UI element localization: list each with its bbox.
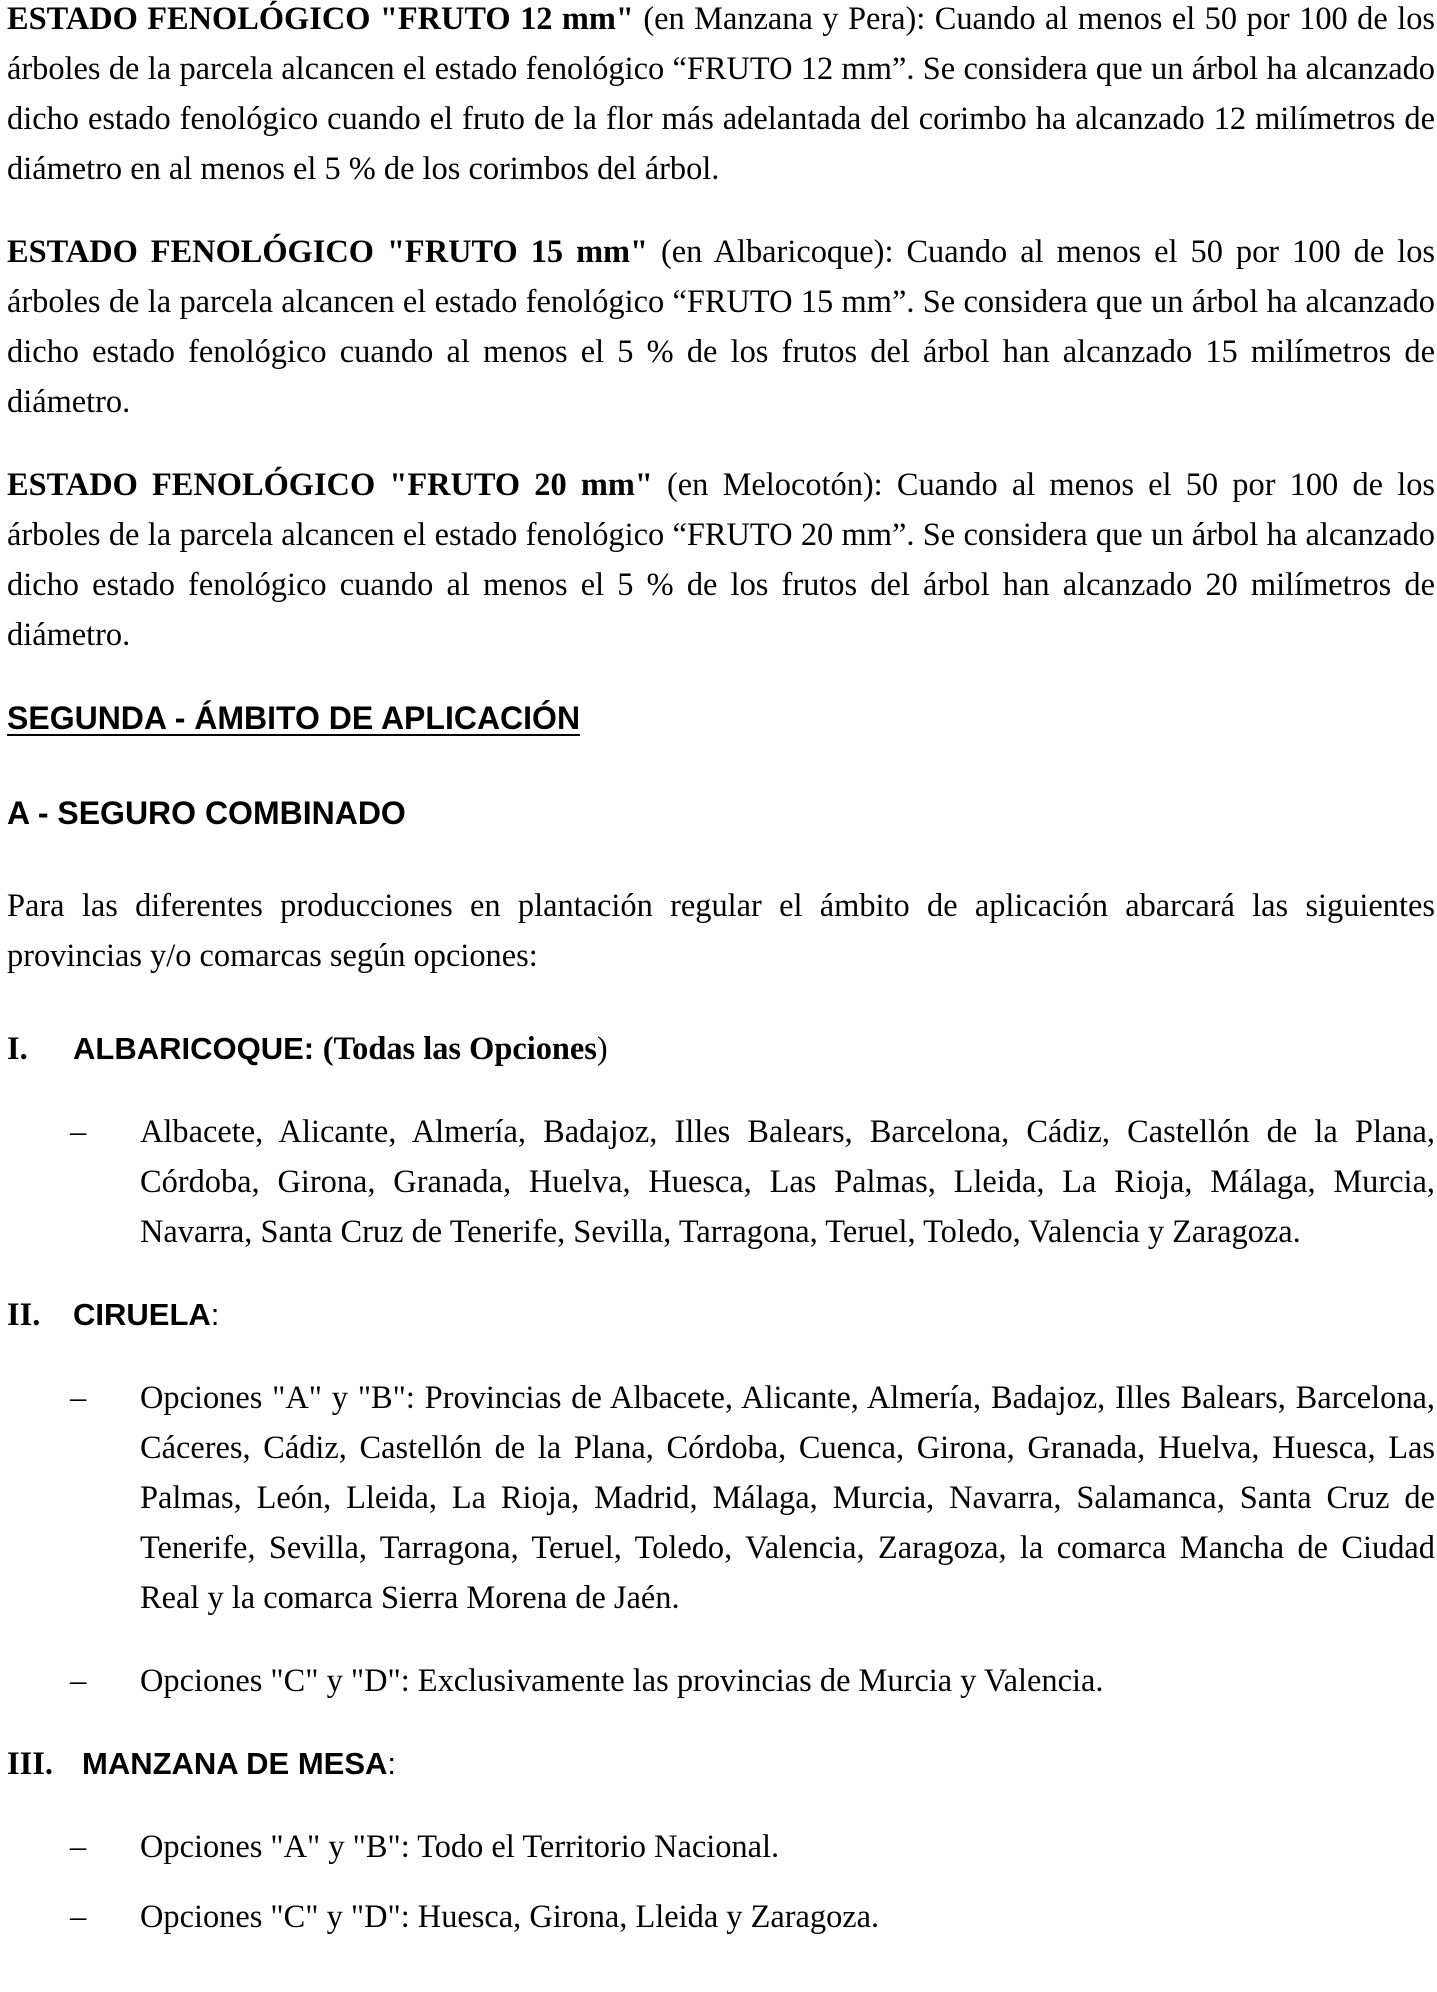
section-heading-segunda: SEGUNDA - ÁMBITO DE APLICACIÓN <box>7 700 581 736</box>
section-title: CIRUELA <box>73 1297 211 1332</box>
section-number: III. <box>7 1746 53 1782</box>
list-item <box>7 1656 1435 1706</box>
subsection-heading-seguro-combinado: A - SEGURO COMBINADO <box>7 795 406 831</box>
paragraph-bold-label: ESTADO FENOLÓGICO "FRUTO 20 mm" <box>7 467 653 503</box>
section-title <box>73 1024 597 1074</box>
dash-bullet: – <box>70 1114 87 1150</box>
list-item <box>7 1107 1435 1257</box>
section-title-tail: : <box>387 1746 397 1781</box>
page-content <box>7 0 1435 1942</box>
list-item-text: Opciones "C" y "D": Huesca, Girona, Lleida y Zaragoza. <box>140 1899 880 1935</box>
dash-bullet: – <box>70 1663 87 1699</box>
list-item-text: Albacete, Alicante, Almería, Badajoz, Illes Balears, Barcelona, Cádiz, Castellón de la Plana, Córdoba, Girona, Granada, Huelva, Huesca, Las Palmas, Lleida, La Rioja, Málaga, Murcia, Navarra, Santa Cruz de Tenerife, Sevilla, Tarragona, Teruel, Toledo, Valencia y Zaragoza. <box>140 1114 1435 1250</box>
list-item <box>7 1822 1435 1872</box>
paragraph-fruto-12mm <box>7 0 1435 194</box>
section-title-options: (Todas las Opciones <box>322 1031 597 1067</box>
section-title-tail: : <box>210 1297 220 1332</box>
list-item-text: Opciones "A" y "B": Todo el Territorio Nacional. <box>140 1829 780 1865</box>
section-number: I. <box>7 1031 28 1067</box>
paragraph-text: (en Albaricoque): Cuando al menos el 50 por 100 de los árboles de la parcela alcancen el estado fenológico “FRUTO 15 mm”. Se considera que un árbol ha alcanzado dicho estado fenológico cuando al menos el 5 % de los frutos del árbol han alcanzado 15 milímetros de diámetro. <box>7 234 1435 420</box>
section-number: II. <box>7 1297 41 1333</box>
list-item <box>7 1373 1435 1623</box>
dash-bullet: – <box>70 1899 87 1935</box>
paragraph-text: (en Melocotón): Cuando al menos el 50 por 100 de los árboles de la parcela alcancen el estado fenológico “FRUTO 20 mm”. Se considera que un árbol ha alcanzado dicho estado fenológico cuando al menos el 5 % de los frutos del árbol han alcanzado 20 milímetros de diámetro. <box>7 467 1436 653</box>
section-ciruela-heading <box>7 1290 1435 1340</box>
section-title-text: ALBARICOQUE: <box>73 1031 323 1066</box>
list-item-text: Opciones "A" y "B": Provincias de Albacete, Alicante, Almería, Badajoz, Illes Balears, Barcelona, Cáceres, Cádiz, Castellón de la Plana, Córdoba, Cuenca, Girona, Granada, Huelva, Huesca, Las Palmas, León, Lleida, La Rioja, Madrid, Málaga, Murcia, Navarra, Salamanca, Santa Cruz de Tenerife, Sevilla, Tarragona, Teruel, Toledo, Valencia, Zaragoza, la comarca Mancha de Ciudad Real y la comarca Sierra Morena de Jaén. <box>140 1380 1435 1616</box>
dash-bullet: – <box>70 1829 87 1865</box>
section-manzana-heading <box>7 1739 1435 1789</box>
list-item <box>7 1892 1435 1942</box>
dash-bullet: – <box>70 1380 87 1416</box>
section-albaricoque-heading <box>7 1024 1435 1074</box>
section-title: MANZANA DE MESA <box>82 1746 388 1781</box>
list-item-text: Opciones "C" y "D": Exclusivamente las provincias de Murcia y Valencia. <box>140 1663 1104 1699</box>
paragraph-text: (en Manzana y Pera): Cuando al menos el 50 por 100 de los árboles de la parcela alcancen el estado fenológico “FRUTO 12 mm”. Se considera que un árbol ha alcanzado dicho estado fenológico cuando el fruto de la flor más adelantada del corimbo ha alcanzado 12 milímetros de diámetro en al menos el 5 % de los corimbos del árbol. <box>7 1 1436 187</box>
paragraph-fruto-15mm <box>7 227 1435 427</box>
paragraph-fruto-20mm <box>7 460 1435 660</box>
paragraph-bold-label: ESTADO FENOLÓGICO "FRUTO 15 mm" <box>7 234 649 270</box>
section-title-tail: ) <box>596 1031 608 1067</box>
intro-paragraph: Para las diferentes producciones en plantación regular el ámbito de aplicación abarcará las siguientes provincias y/o comarcas según opciones: <box>7 888 1435 974</box>
paragraph-bold-label: ESTADO FENOLÓGICO "FRUTO 12 mm" <box>7 1 634 37</box>
